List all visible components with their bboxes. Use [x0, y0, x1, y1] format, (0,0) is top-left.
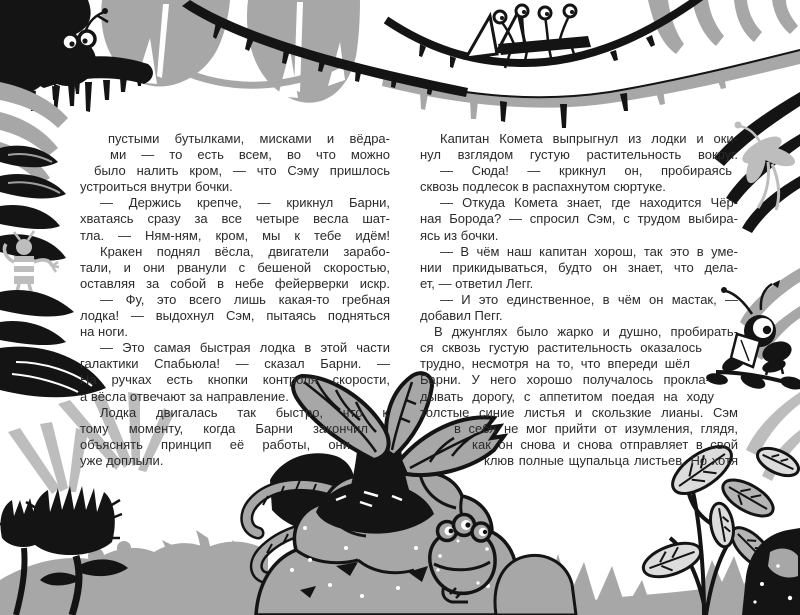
text-line: устроиться внутри бочки. [80, 179, 233, 195]
text-line: — Откуда Комета знает, где находится Чёр- [440, 195, 738, 211]
text-line: ет, — ответил Легг. [420, 275, 534, 291]
text-line: сквозь подлесок в распахнутом сюртуке. [420, 179, 666, 195]
text-line: Капитан Комета выпрыгнул из лодки и оки- [440, 131, 738, 146]
text-line: — Фу, это всего лишь какая-то гребная [100, 291, 390, 307]
text-line: Кракен поднял вёсла, двигатели зарабо- [100, 243, 390, 259]
text-line: Барни. У него хорошо получалось прокла- [420, 372, 710, 388]
text-line: ная Борода? — спросил Сэм, с трудом выбира- [420, 211, 738, 227]
text-line: толстые синие листья и скользкие лианы. Сэм [420, 404, 738, 420]
text-line: ми — то есть всем, во что можно [110, 147, 390, 163]
text-line: было налить кром, — что Сэму пришлось [94, 163, 390, 179]
text-line: хватаясь сразу за все четыре весла шат- [80, 211, 390, 227]
text-line: Лодка двигалась так быстро, что к [100, 404, 388, 420]
text-line: В джунглях было жарко и душно, пробирать- [434, 324, 738, 340]
text-line: ся сквозь густую растительность оказалось [420, 340, 702, 356]
text-line: оставляя за собой в небе фейерверки искр. [80, 275, 390, 291]
text-line: ясь из бочки. [420, 227, 499, 243]
text-line: а вёсла отвечают за направление. [80, 388, 289, 404]
cricket-branch-illustration [34, 56, 153, 112]
text-line: галактики Спабьюла! — сказал Барни. — [80, 356, 390, 372]
text-line: уже доплыли. [80, 452, 164, 468]
text-line: тому моменту, когда Барни закончил [80, 420, 368, 436]
text-line: тла. — Ням-ням, кром, мы к тебе идём! [80, 227, 390, 243]
text-line: объяснять принцип её работы, они [80, 436, 350, 452]
text-line: — И это единственное, в чём он мастак, — [440, 291, 738, 307]
text-line: как он снова и снова отправляет в свой [472, 436, 738, 452]
text-line: тали, и они рванули с бешеной скоростью, [80, 259, 390, 275]
palm-fronds-top-right-illustration [648, 0, 798, 54]
text-line: нул взглядом густую растительность вокруг. [420, 147, 738, 163]
text-line: добавил Пегг. [420, 308, 503, 324]
text-line: пустыми бутылками, мисками и вёдра- [108, 131, 390, 146]
text-line: — Сюда! — крикнул он, пробираясь [440, 163, 732, 179]
text-line: — В чём наш капитан хорош, так это в уме- [440, 243, 738, 259]
text-line: на ноги. [80, 324, 129, 340]
text-line: трудно, несмотря на то, что впереди шёл [420, 356, 690, 372]
text-line: нии прикидываться, будто он знает, что дела- [420, 259, 738, 275]
text-line: лодка! — выдохнул Сэм, пытаясь подняться [80, 308, 390, 324]
text-line: — Это самая быстрая лодка в этой части [100, 340, 390, 356]
text-column-left [80, 131, 390, 469]
monstera-leaves-illustration [101, 0, 360, 103]
text-line: На ручках есть кнопки контроля скорости, [80, 372, 390, 388]
text-line: дывать дорогу, с аппетитом поедая на ходу [420, 388, 714, 404]
black-leaf-cluster-illustration [0, 146, 66, 261]
text-line: в себя не мог прийти от изумления, глядя, [454, 420, 738, 436]
text-line: клюв полные щупальца листьев. Но хотя [484, 452, 738, 468]
text-line: — Держись крепче, — крикнул Барни, [100, 195, 390, 211]
text-column-right [420, 131, 738, 469]
